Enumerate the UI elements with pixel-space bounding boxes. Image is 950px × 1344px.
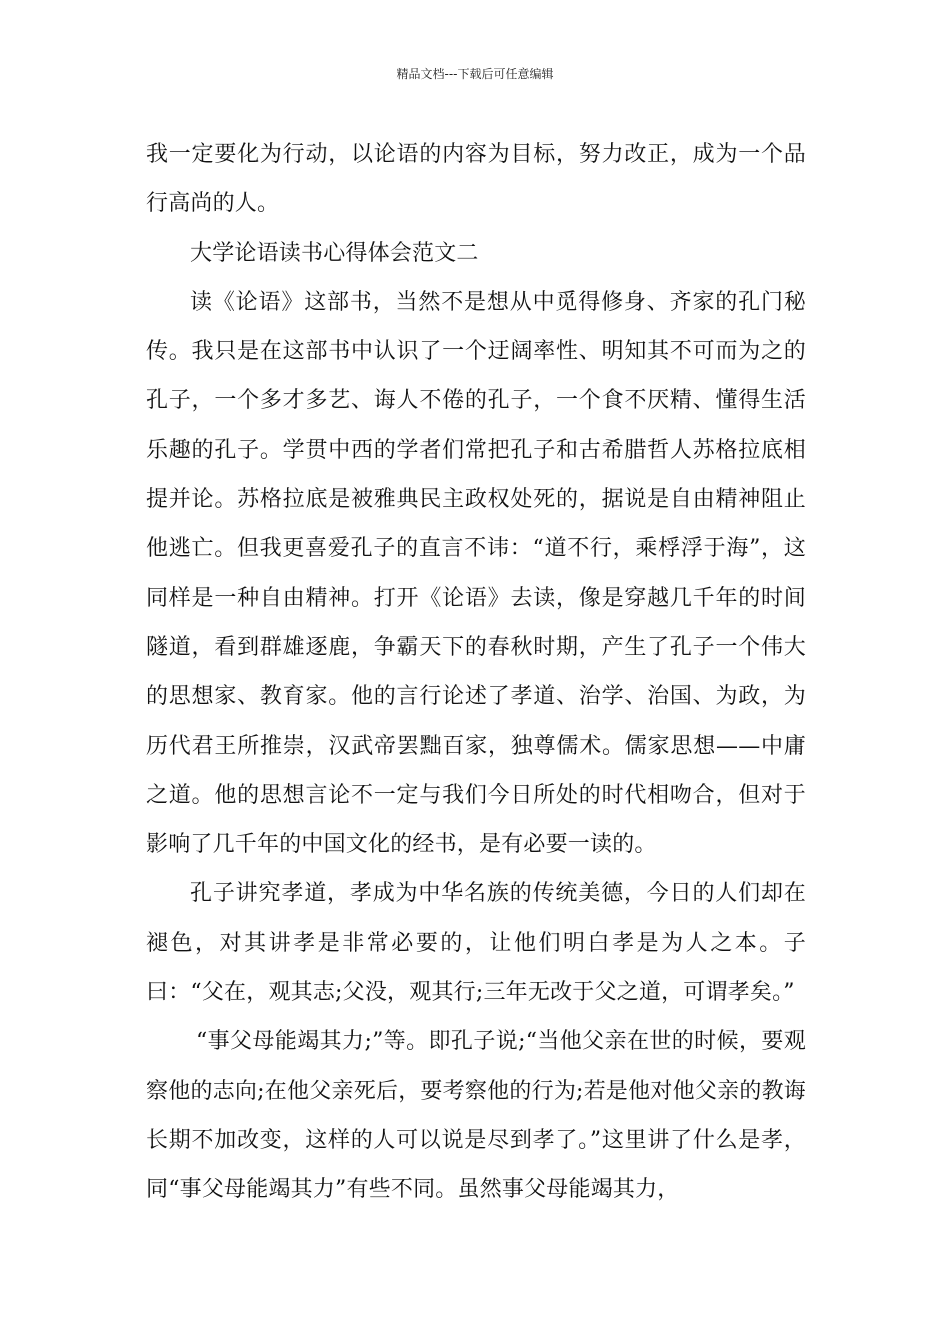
document-body	[146, 130, 806, 1215]
paragraph-continuation: 我一定要化为行动，以论语的内容为目标，努力改正，成为一个品行高尚的人。	[146, 142, 806, 217]
section-heading: 大学论语读书心得体会范文二	[190, 240, 479, 266]
paragraph-intro: 读《论语》这部书，当然不是想从中觅得修身、齐家的孔门秘传。我只是在这部书中认识了一个迂阔率性、明知其不可而为之的孔子，一个多才多艺、诲人不倦的孔子，一个食不厌精、懂得生活乐趣的孔子。学贯中西的学者们常把孔子和古希腊哲人苏格拉底相提并论。苏格拉底是被雅典民主政权处死的，据说是自由精神阻止他逃亡。但我更喜爱孔子的直言不讳：“道不行，乘桴浮于海”，这同样是一种自由精神。打开《论语》去读，像是穿越几千年的时间隧道，看到群雄逐鹿，争霸天下的春秋时期，产生了孔子一个伟大的思想家、教育家。他的言行论述了孝道、治学、治国、为政，为历代君王所推崇，汉武帝罢黜百家，独尊儒术。儒家思想——中庸之道。他的思想言论不一定与我们今日所处的时代相吻合，但对于影响了几千年的中国文化的经书，是有必要一读的。	[146, 289, 806, 858]
paragraph-quote: “事父母能竭其力;”等。即孔子说;“当他父亲在世的时候，要观察他的志向;在他父亲死后，要考察他的行为;若是他对他父亲的教诲长期不加改变，这样的人可以说是尽到孝了。”这里讲了什么是孝，同“事父母能竭其力”有些不同。虽然事父母能竭其力，	[146, 1029, 806, 1203]
page-header: 精品文档---下载后可任意编辑	[396, 67, 554, 81]
paragraph-filial-piety: 孔子讲究孝道，孝成为中华名族的传统美德，今日的人们却在褪色，对其讲孝是非常必要的，让他们明白孝是为人之本。子曰：“父在，观其志;父没，观其行;三年无改于父之道，可谓孝矣。”	[146, 881, 806, 1006]
